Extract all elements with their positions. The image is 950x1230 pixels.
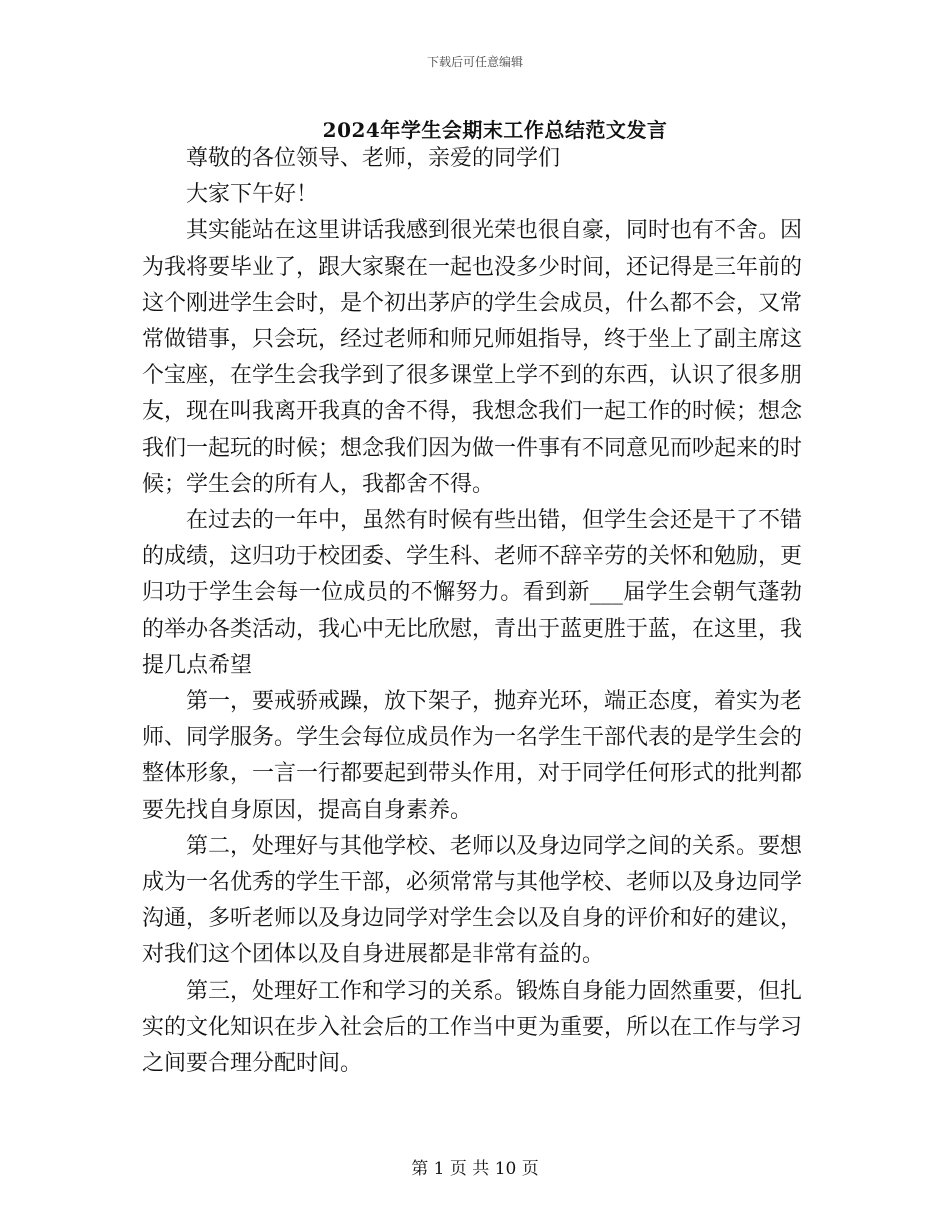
body-paragraph: 其实能站在这里讲话我感到很光荣也很自豪，同时也有不舍。因为我将要毕业了，跟大家聚在一起也没多少时间，还记得是三年前的这个刚进学生会时，是个初出茅庐的学生会成员，什么都不会，又常常做错事，只会玩，经过老师和师兄师姐指导，终于坐上了副主席这个宝座，在学生会我学到了很多课堂上学不到的东西，认识了很多朋友，现在叫我离开我真的舍不得，我想念我们一起工作的时候；想念我们一起玩的时候；想念我们因为做一件事有不同意见而吵起来的时候；学生会的所有人，我都舍不得。 — [142, 218, 803, 497]
body-paragraph: 第三，处理好工作和学习的关系。锻炼自身能力固然重要，但扎实的文化知识在步入社会后的工作当中更为重要，所以在工作与学习之间要合理分配时间。 — [142, 978, 803, 1077]
greeting-paragraph: 大家下午好！ — [186, 182, 319, 208]
body-paragraph: 第一，要戒骄戒躁，放下架子，抛弃光环，端正态度，着实为老师、同学服务。学生会每位成员作为一名学生干部代表的是学生会的整体形象，一言一行都要起到带头作用，对于同学任何形式的批判都要先找自身原因，提高自身素养。 — [142, 689, 803, 823]
document-title: 2024年学生会期末工作总结范文发言 — [322, 118, 668, 142]
document-body — [142, 141, 802, 1082]
page-number-footer: 第 1 页 共 10 页 — [411, 1159, 539, 1179]
salutation-paragraph: 尊敬的各位领导、老师，亲爱的同学们 — [186, 146, 561, 171]
header-note: 下载后可任意编辑 — [426, 55, 523, 69]
body-paragraph: 第二，处理好与其他学校、老师以及身边同学之间的关系。要想成为一名优秀的学生干部，必须常常与其他学校、老师以及身边同学沟通，多听老师以及身边同学对学生会以及自身的评价和好的建议，对我们这个团体以及自身进展都是非常有益的。 — [142, 833, 803, 968]
body-paragraph: 在过去的一年中，虽然有时候有些出错，但学生会还是干了不错的成绩，这归功于校团委、学生科、老师不辞辛劳的关怀和勉励，更归功于学生会每一位成员的不懈努力。看到新___届学生会朝气蓬勃的举办各类活动，我心中无比欣慰，青出于蓝更胜于蓝，在这里，我提几点希望 — [142, 508, 803, 678]
